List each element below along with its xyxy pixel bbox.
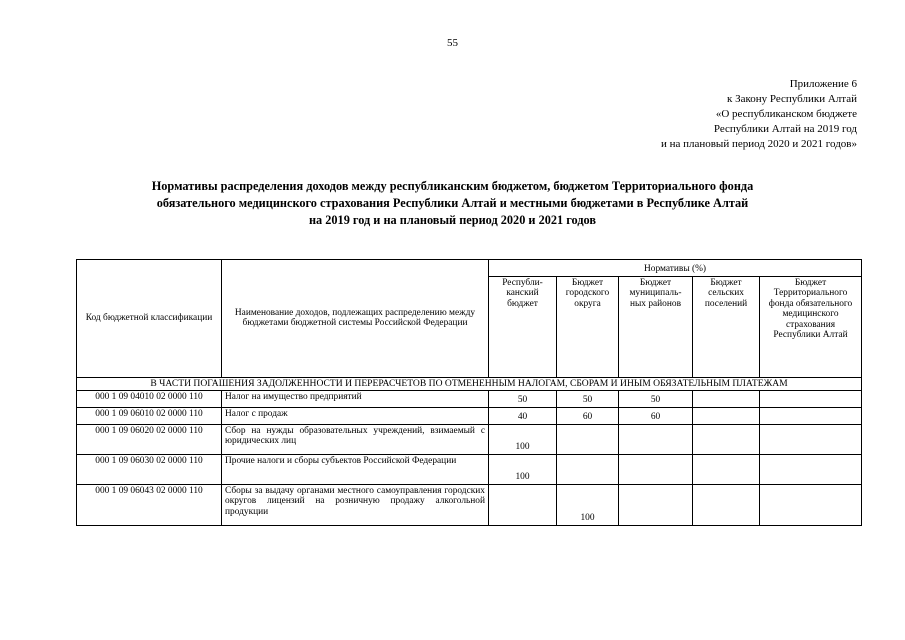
cell-republic: 40	[489, 407, 557, 424]
header-city: Бюджет городского округа	[557, 276, 619, 377]
section-heading: В ЧАСТИ ПОГАШЕНИЯ ЗАДОЛЖЕННОСТИ И ПЕРЕРАСЧЕТОВ ПО ОТМЕНЕННЫМ НАЛОГАМ, СБОРАМ И ИНЫМ ОБЯЗАТЕЛЬНЫМ ПЛАТЕЖАМ	[77, 377, 862, 390]
appendix-note	[661, 77, 857, 152]
cell-city	[557, 424, 619, 454]
row-code: 000 1 09 06020 02 0000 110	[77, 424, 222, 454]
appendix-line: и на плановый период 2020 и 2021 годов»	[660, 138, 857, 150]
table-row	[77, 454, 862, 484]
row-name: Сбор на нужды образовательных учреждений, взимаемый с юридических лиц	[222, 424, 489, 454]
row-code: 000 1 09 06010 02 0000 110	[77, 407, 222, 424]
cell-municipal: 60	[619, 407, 693, 424]
title-line: на 2019 год и на плановый период 2020 и 2021 годов	[308, 213, 597, 227]
row-name: Прочие налоги и сборы субъектов Российской Федерации	[222, 454, 489, 484]
cell-city: 100	[557, 484, 619, 525]
row-code: 000 1 09 06030 02 0000 110	[77, 454, 222, 484]
appendix-line: «О республиканском бюджете	[715, 108, 857, 120]
row-code: 000 1 09 06043 02 0000 110	[77, 484, 222, 525]
header-name: Наименование доходов, подлежащих распределению между бюджетами бюджетной системы Российской Федерации	[222, 260, 489, 378]
cell-municipal	[619, 484, 693, 525]
header-fund: Бюджет Территориального фонда обязательного медицинского страхования Республики Алтай	[760, 276, 862, 377]
cell-municipal: 50	[619, 390, 693, 407]
row-name: Налог с продаж	[222, 407, 489, 424]
appendix-line: к Закону Республики Алтай	[727, 93, 857, 105]
table-row	[77, 484, 862, 525]
page-number: 55	[447, 37, 458, 49]
table-row	[77, 390, 862, 407]
cell-fund	[760, 424, 862, 454]
cell-rural	[693, 424, 760, 454]
cell-rural	[693, 390, 760, 407]
header-norms: Нормативы (%)	[489, 260, 862, 277]
revenue-distribution-table	[76, 259, 862, 526]
cell-municipal	[619, 454, 693, 484]
table-row	[77, 407, 862, 424]
appendix-line: Республики Алтай на 2019 год	[713, 123, 857, 135]
cell-city: 50	[557, 390, 619, 407]
cell-fund	[760, 390, 862, 407]
header-republic: Республи-канский бюджет	[489, 276, 557, 377]
header-code: Код бюджетной классификации	[77, 260, 222, 378]
title-line: Нормативы распределения доходов между республиканским бюджетом, бюджетом Территориального фонда	[151, 179, 754, 193]
header-municipal: Бюджет муниципаль-ных районов	[619, 276, 693, 377]
cell-republic	[489, 484, 557, 525]
row-name: Сборы за выдачу органами местного самоуправления городских округов лицензий на розничную продажу алкогольной продукции	[222, 484, 489, 525]
cell-city: 60	[557, 407, 619, 424]
table-row	[77, 424, 862, 454]
cell-municipal	[619, 424, 693, 454]
header-row	[77, 260, 862, 277]
cell-rural	[693, 484, 760, 525]
section-row	[77, 377, 862, 390]
cell-fund	[760, 454, 862, 484]
title-line: обязательного медицинского страхования Республики Алтай и местными бюджетами в Республике Алтай	[156, 196, 749, 210]
document-title	[40, 178, 865, 229]
header-rural: Бюджет сельских поселений	[693, 276, 760, 377]
row-name: Налог на имущество предприятий	[222, 390, 489, 407]
cell-republic: 100	[489, 454, 557, 484]
cell-fund	[760, 484, 862, 525]
row-code: 000 1 09 04010 02 0000 110	[77, 390, 222, 407]
table-body	[77, 390, 862, 525]
cell-republic: 50	[489, 390, 557, 407]
cell-republic: 100	[489, 424, 557, 454]
cell-rural	[693, 454, 760, 484]
cell-rural	[693, 407, 760, 424]
cell-fund	[760, 407, 862, 424]
cell-city	[557, 454, 619, 484]
appendix-line: Приложение 6	[789, 78, 857, 90]
